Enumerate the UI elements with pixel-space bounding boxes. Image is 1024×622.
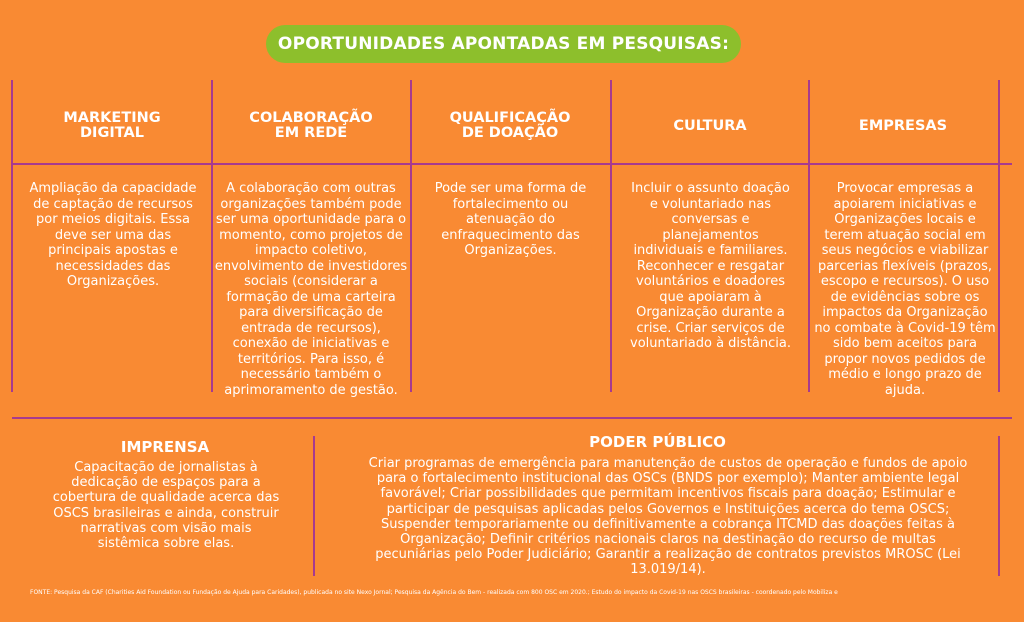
header-divider [12, 163, 1012, 165]
text-imprensa: Capacitação de jornalistas à dedicação de espaços para a cobertura de qualidade acerca das OSCS brasileiras e ainda, construir narrativas com visão mais sistêmica sobre elas. [52, 460, 280, 552]
text-marketing-digital: Ampliação da capacidade de captação de recursos por meios digitais. Essa deve ser uma das principais apostas e necessidades das Organizações. [29, 181, 197, 289]
text-empresas: Provocar empresas a apoiarem iniciativas e Organizações locais e terem atuação social em seus negócios e viabilizar parcerias flexíveis (prazos, escopo e recursos). O uso de evidências sobre os impactos da Organização no combate à Covid-19 têm sido bem aceitos para propor novos pedidos de médio e longo prazo de ajuda. [814, 181, 996, 398]
heading-poder-publico: PODER PÚBLICO [589, 433, 726, 451]
heading-qualificacao-de-doacao [412, 96, 608, 156]
heading-colaboracao-em-rede [213, 96, 409, 156]
heading-cultura [612, 96, 808, 156]
heading-text: CULTURA [673, 117, 747, 134]
heading-imprensa: IMPRENSA [120, 438, 210, 456]
column-divider [998, 80, 1000, 392]
column-divider [313, 436, 315, 576]
source-footnote: FONTE: Pesquisa da CAF (Charities Aid Foundation ou Fundação de Ajuda para Caridades), publicada no site Nexo Jornal; Pesquisa da Agência do Bem - realizada com 800 OSC em 2020.; Estudo do impacto da Covid-19 nas OSCS brasileiras - coordenado pelo Mobiliza e [30, 589, 838, 596]
section-divider [12, 417, 1012, 419]
page-title: OPORTUNIDADES APONTADAS EM PESQUISAS: [277, 34, 730, 54]
column-divider [11, 80, 13, 392]
heading-marketing-digital [14, 96, 210, 156]
heading-text: COLABORAÇÃO EM REDE [249, 110, 373, 141]
heading-empresas [808, 96, 998, 156]
text-qualificacao-de-doacao: Pode ser uma forma de fortalecimento ou atenuação do enfraquecimento das Organizações. [434, 181, 587, 258]
heading-text: QUALIFICAÇÃO DE DOAÇÃO [449, 110, 571, 141]
column-divider [998, 436, 1000, 576]
heading-text: MARKETING DIGITAL [63, 110, 161, 141]
heading-text: EMPRESAS [858, 117, 948, 134]
text-cultura: Incluir o assunto doação e voluntariado nas conversas e planejamentos individuais e familiares. Reconhecer e resgatar voluntários e doadores que apoiaram à Organização durante a crise. Criar serviços de voluntariado à distância. [630, 181, 791, 351]
text-colaboracao-em-rede: A colaboração com outras organizações também pode ser uma oportunidade para o momento, como projetos de impacto coletivo, envolvimento de investidores sociais (considerar a formação de uma carteira para diversificação de entrada de recursos), conexão de iniciativas e territórios. Para isso, é necessário também o aprimoramento de gestão. [214, 181, 408, 398]
title-banner [266, 25, 741, 63]
text-poder-publico: Criar programas de emergência para manutenção de custos de operação e fundos de apoio para o fortalecimento institucional das OSCs (BNDS por exemplo); Manter ambiente legal favorável; Criar possibilidades que permitam incentivos fiscais para doação; Estimular e participar de pesquisas aplicadas pelos Governos e Instituições acerca do tema OSCS; Suspender temporariamente ou definitivamente a cobrança ITCMD das doações feitas à Organização; Definir critérios nacionais claros na destinação do recurso de multas pecuniárias pelo Poder Judiciário; Garantir a realização de contratos previstos MROSC (Lei 13.019/14). [368, 456, 968, 578]
